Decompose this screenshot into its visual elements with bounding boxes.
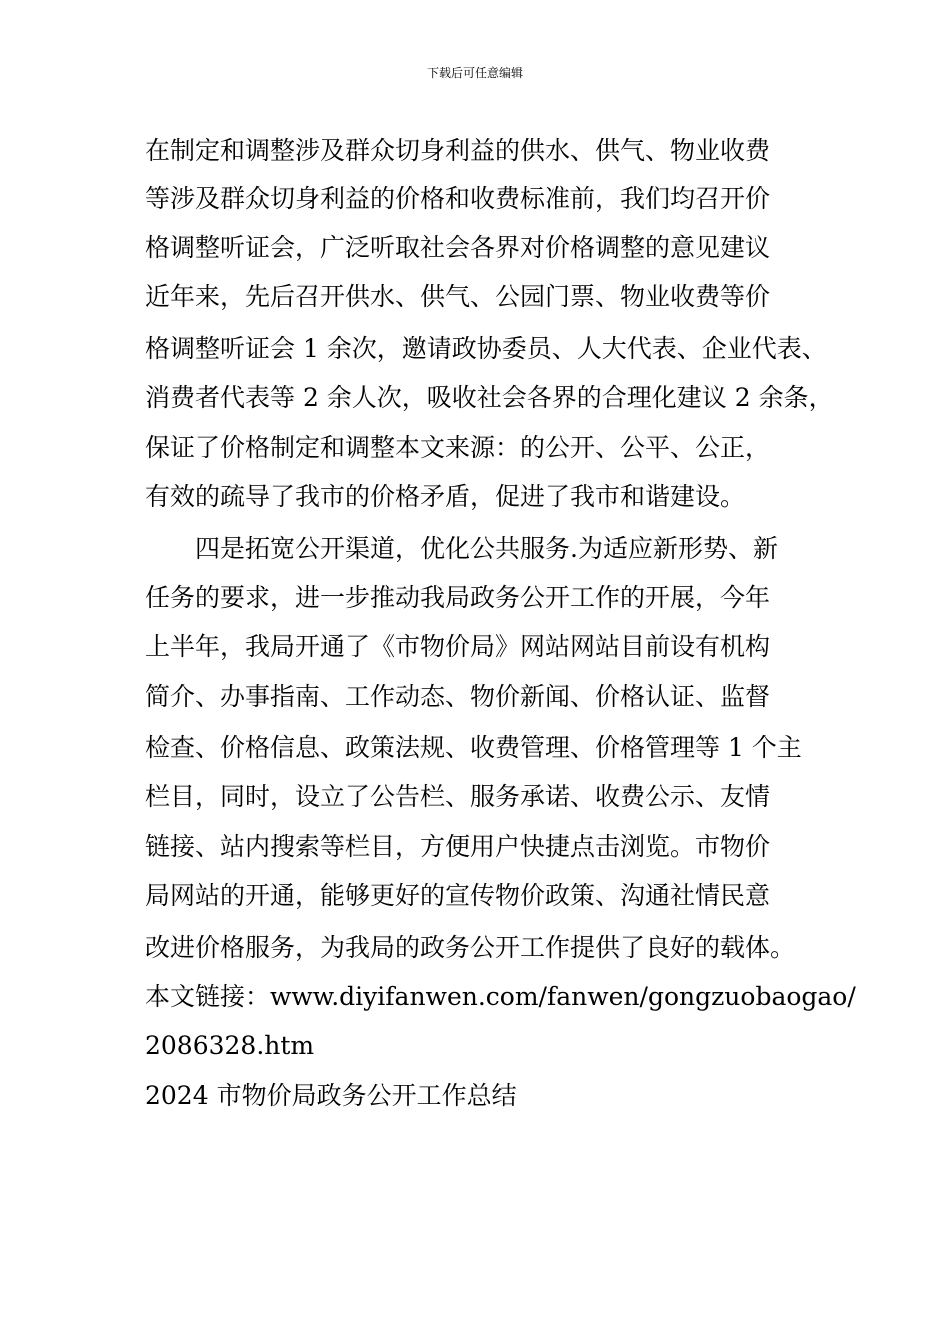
text-line: 近年来，先后召开供水、供气、公园门票、物业收费等价 <box>145 282 771 311</box>
text-line: 任务的要求，进一步推动我局政务公开工作的开展，今年 <box>145 583 771 612</box>
text-line: 四是拓宽公开渠道，优化公共服务.为适应新形势、新 <box>145 534 778 563</box>
text-line: 消费者代表等 2 余人次，吸收社会各界的合理化建议 2 余条， <box>145 383 834 412</box>
text-line: 链接、站内搜索等栏目，方便用户快捷点击浏览。市物价 <box>145 832 771 861</box>
text-line: 格调整听证会 1 余次，邀请政协委员、人大代表、企业代表、 <box>145 334 827 363</box>
text-line: 检查、价格信息、政策法规、收费管理、价格管理等 1 个主 <box>145 733 802 762</box>
text-line: 格调整听证会，广泛听取社会各界对价格调整的意见建议 <box>145 233 771 262</box>
article-link-label: 本文链接：www.diyifanwen.com/fanwen/gongzuobaogao/ <box>145 982 856 1011</box>
page-header: 下载后可任意编辑 <box>426 66 523 80</box>
text-line: 简介、办事指南、工作动态、物价新闻、价格认证、监督 <box>145 682 771 711</box>
text-line: 改进价格服务，为我局的政务公开工作提供了良好的载体。 <box>145 933 796 962</box>
text-line: 上半年，我局开通了《市物价局》网站网站目前设有机构 <box>145 632 771 661</box>
document-title: 2024 市物价局政务公开工作总结 <box>145 1081 517 1110</box>
text-line: 保证了价格制定和调整本文来源：的公开、公平、公正， <box>145 433 771 462</box>
text-line: 在制定和调整涉及群众切身利益的供水、供气、物业收费 <box>145 136 771 165</box>
text-line: 栏目，同时，设立了公告栏、服务承诺、收费公示、友情 <box>145 782 771 811</box>
article-link-url-tail: 2086328.htm <box>145 1031 315 1060</box>
text-line: 局网站的开通，能够更好的宣传物价政策、沟通社情民意 <box>145 881 771 910</box>
text-line: 有效的疏导了我市的价格矛盾，促进了我市和谐建设。 <box>145 482 746 511</box>
text-line: 等涉及群众切身利益的价格和收费标准前，我们均召开价 <box>145 184 771 213</box>
